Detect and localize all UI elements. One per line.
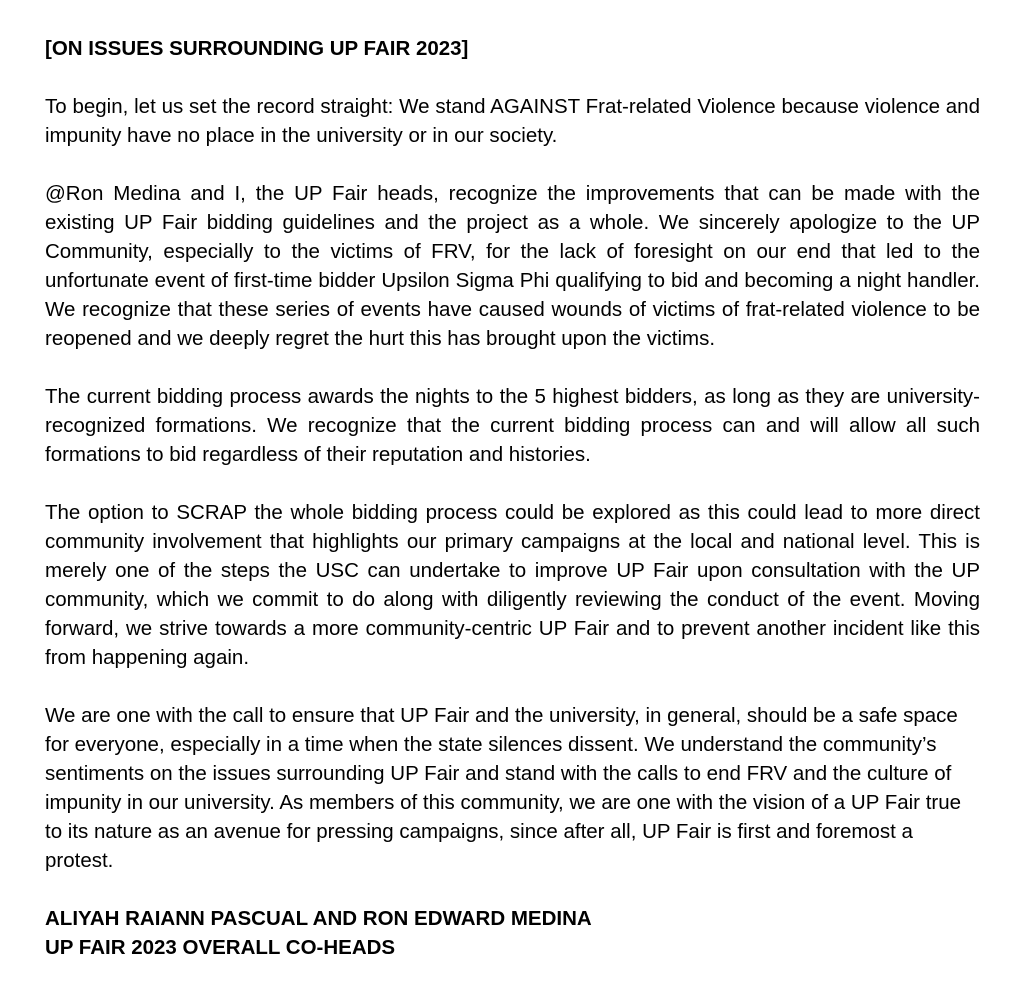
paragraph-scrap-option: The option to SCRAP the whole bidding process could be explored as this could lead to more direct community involvement that highlights our primary campaigns at the local and national level. This is merely one of the steps the USC can undertake to improve UP Fair upon consultation with the UP community, which we commit to do along with diligently reviewing the conduct of the event. Moving forward, we strive towards a more community-centric UP Fair and to prevent another incident like this from happening again. <box>45 501 980 669</box>
statement-document <box>45 34 980 962</box>
paragraph-safe-space: We are one with the call to ensure that UP Fair and the university, in general, should be a safe space for everyone, especially in a time when the state silences dissent. We understand the community’s sentiments on the issues surrounding UP Fair and stand with the calls to end FRV and the culture of impunity in our university. As members of this community, we are one with the vision of a UP Fair true to its nature as an avenue for pressing campaigns, since after all, UP Fair is first and foremost a protest. <box>45 704 962 872</box>
signature-role: UP FAIR 2023 OVERALL CO-HEADS <box>45 936 396 959</box>
statement-title: [ON ISSUES SURROUNDING UP FAIR 2023] <box>45 37 469 60</box>
paragraph-apology: @Ron Medina and I, the UP Fair heads, recognize the improvements that can be made with the existing UP Fair bidding guidelines and the project as a whole. We sincerely apologize to the UP Community, especially to the victims of FRV, for the lack of foresight on our end that led to the unfortunate event of first-time bidder Upsilon Sigma Phi qualifying to bid and becoming a night handler. We recognize that these series of events have caused wounds of victims of frat-related violence to be reopened and we deeply regret the hurt this has brought upon the victims. <box>45 182 980 350</box>
paragraph-stance: To begin, let us set the record straight: We stand AGAINST Frat-related Violence because violence and impunity have no place in the university or in our society. <box>45 95 980 147</box>
signature-names: ALIYAH RAIANN PASCUAL AND RON EDWARD MEDINA <box>45 907 592 930</box>
paragraph-bidding-process: The current bidding process awards the nights to the 5 highest bidders, as long as they are university-recognized formations. We recognize that the current bidding process can and will allow all such formations to bid regardless of their reputation and histories. <box>45 385 980 466</box>
